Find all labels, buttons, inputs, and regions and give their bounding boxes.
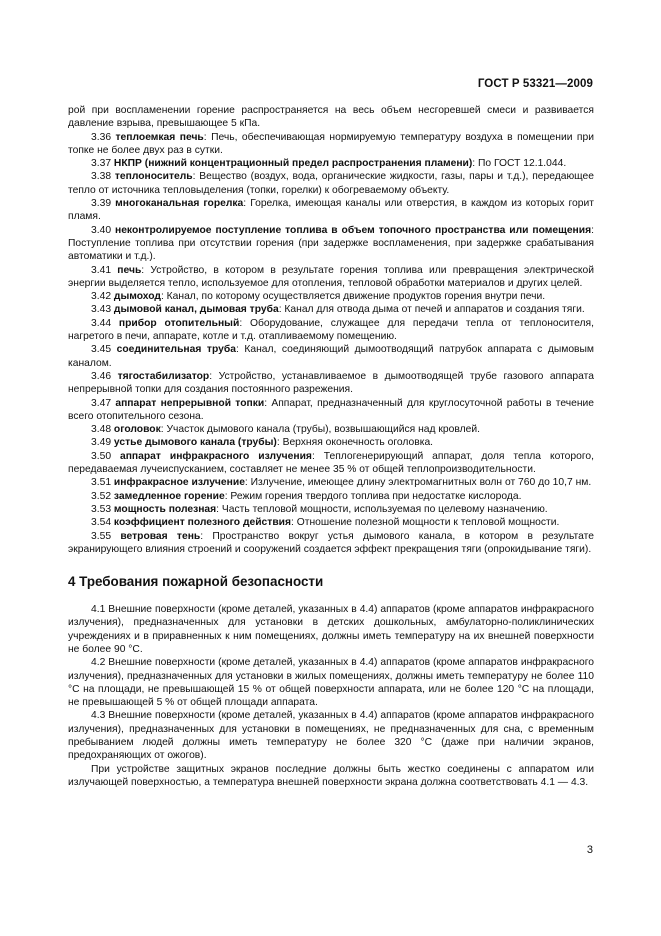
definition-term: мощность полезная <box>113 503 217 515</box>
definition-item <box>68 224 594 264</box>
definition-text: : Печь, обеспечивающая нормируемую температуру воздуха в помещении при топке не более двух раз в сутки. <box>68 131 594 156</box>
definition-item <box>68 530 594 557</box>
definition-item <box>68 197 594 224</box>
definition-text: : Отношение полезной мощности к тепловой мощности. <box>291 517 560 529</box>
definition-item <box>68 490 594 503</box>
definition-number: 3.53 <box>91 503 112 515</box>
definition-number: 3.46 <box>91 370 112 382</box>
definition-text: : Устройство, устанавливаемое в дымоотводящей трубе газового аппарата непрерывной топки для создания постоянного разрежения. <box>68 370 594 396</box>
definition-text: : Часть тепловой мощности, используемая по целевому назначению. <box>216 503 548 515</box>
definition-term: неконтролируемое поступление топлива в объем топочного пространства или помещения <box>114 224 592 236</box>
definition-text: : Канал, соединяющий дымоотводящий патрубок аппарата с дымовым каналом. <box>68 344 595 369</box>
definition-term: коэффициент полезного действия <box>113 517 291 529</box>
section-paragraph: При устройстве защитных экранов последние должны быть жестко соединены с аппаратом или излучающей поверхностью, а температура внешней поверхности экрана должна соответствовать 4.1 — 4.3. <box>68 763 594 788</box>
definition-item <box>68 370 594 397</box>
section-paragraphs <box>68 603 594 789</box>
section-title: 4 Требования пожарной безопасности <box>68 574 324 590</box>
definition-item <box>68 303 594 316</box>
definition-number: 3.37 <box>91 158 112 170</box>
definition-text: : Излучение, имеющее длину электромагнитных волн от 760 до 10,7 нм. <box>244 477 592 489</box>
definition-term: НКПР (нижний концентрационный предел распространения пламени) <box>113 158 473 170</box>
definition-term: многоканальная горелка <box>115 198 244 210</box>
definition-term: теплоемкая печь <box>115 131 204 143</box>
definition-text: : Пространство вокруг устья дымового канала, в котором в результате экранирующего влияния строений и сооружений создается эффект прекращения тяги (опрокидывание тяги). <box>68 530 594 555</box>
definition-item <box>68 131 594 158</box>
definition-number: 3.38 <box>91 171 112 183</box>
definition-term: ветровая тень <box>120 530 201 542</box>
definition-item <box>68 476 594 489</box>
definition-term: дымовой канал, дымовая труба <box>113 304 279 316</box>
definition-term: прибор отопительный <box>118 317 240 329</box>
definition-item <box>68 450 594 477</box>
section-paragraph: 4.2 Внешние поверхности (кроме деталей, указанных в 4.4) аппаратов (кроме аппаратов инфракрасного излучения), предназначенных для установки в жилых помещениях, должны иметь температуру не более 110 °С на площади, не превышающей 15 % от общей поверхности аппарата, или не более 120 °С на площади, не превышающей 5 % от общей площади аппарата. <box>68 657 594 709</box>
definition-term: замедленное горение <box>113 490 225 502</box>
document-code: ГОСТ Р 53321—2009 <box>477 78 593 90</box>
definition-text: : По ГОСТ 12.1.044. <box>472 158 567 170</box>
definition-text: : Режим горения твердого топлива при недостатке кислорода. <box>224 490 522 502</box>
definition-number: 3.47 <box>91 397 112 409</box>
page-number: 3 <box>586 844 593 856</box>
definition-text: : Канал для отвода дыма от печей и аппаратов и создания тяги. <box>278 304 585 316</box>
definition-number: 3.49 <box>91 437 112 449</box>
definition-text: : Канал, по которому осуществляется движение продуктов горения внутри печи. <box>160 291 546 303</box>
definition-text: : Аппарат, предназначенный для круглосуточной работы в течение всего отопительного сезона. <box>68 397 594 422</box>
definitions-list <box>68 131 594 557</box>
definition-number: 3.52 <box>91 490 112 502</box>
definition-item <box>68 157 594 170</box>
definition-number: 3.44 <box>91 317 112 329</box>
definition-item <box>68 503 594 516</box>
page-body <box>68 104 594 789</box>
definition-term: оголовок <box>113 424 161 436</box>
definition-term: печь <box>117 264 142 276</box>
definition-number: 3.51 <box>91 477 112 489</box>
definition-number: 3.41 <box>91 264 112 276</box>
definition-term: аппарат непрерывной топки <box>115 397 265 409</box>
definition-item <box>68 290 594 303</box>
section-paragraph: 4.1 Внешние поверхности (кроме деталей, указанных в 4.4) аппаратов (кроме аппаратов инфракрасного излучения), предназначенных для установки в детских дошкольных, амбулаторно-поликлинических учреждениях и в приравненных к ним помещениях, должны иметь температуру на их внешней поверхности не более 90 °С. <box>68 604 594 655</box>
definition-number: 3.36 <box>91 131 112 143</box>
definition-number: 3.54 <box>91 517 112 529</box>
definition-number: 3.40 <box>91 224 112 236</box>
definition-number: 3.55 <box>91 530 112 542</box>
definition-term: аппарат инфракрасного излучения <box>119 450 312 462</box>
definition-text: : Устройство, в котором в результате горения топлива или превращения электрической энергии выделяется тепло, используемое для отопления, тепловой обработки материалов и других целей. <box>68 264 594 289</box>
definition-item <box>68 397 594 424</box>
definition-text: : Горелка, имеющая каналы или отверстия, в каждом из которых горит пламя. <box>68 198 594 223</box>
definition-item <box>68 317 594 344</box>
definition-term: соединительная труба <box>116 344 236 356</box>
definition-text: : Верхняя оконечность оголовка. <box>276 437 434 449</box>
definition-item <box>68 264 594 291</box>
definition-number: 3.50 <box>91 450 112 462</box>
definition-item <box>68 423 594 436</box>
section-paragraph: 4.3 Внешние поверхности (кроме деталей, указанных в 4.4) аппаратов (кроме аппаратов инфракрасного излучения), предназначенных для установки в помещениях, не предназначенных для сна, с временным пребыванием людей должны иметь температуру не более 320 °С (даже при наличии экранов, предохраняющих от ожогов). <box>68 710 594 762</box>
definition-item <box>68 436 594 449</box>
definition-term: инфракрасное излучение <box>113 477 245 489</box>
definition-term: устье дымового канала (трубы) <box>113 437 277 449</box>
definition-text: : Оборудование, служащее для передачи тепла от теплоносителя, нагретого в печи, аппарате, котле и т.д. отапливаемому помещению. <box>68 317 594 343</box>
definition-term: дымоход <box>113 291 161 303</box>
definition-term: тягостабилизатор <box>117 370 210 382</box>
definition-text: : Поступление топлива при отсутствии горения (при задержке воспламенения, при задержке срабатывания автоматики и т.д.). <box>68 224 594 263</box>
definition-term: теплоноситель <box>114 171 193 183</box>
definition-text: : Участок дымового канала (трубы), возвышающийся над кровлей. <box>160 424 480 436</box>
definition-text: : Теплогенерирующий аппарат, доля тепла которого, передаваемая лучеиспусканием, составляет не менее 35 % от общей теплопроизводительности. <box>68 450 594 476</box>
intro-paragraph: рой при воспламенении горение распространяется на весь объем несгоревшей смеси и развивается давление взрыва, превышающее 5 кПа. <box>68 105 594 130</box>
definition-number: 3.39 <box>91 198 112 210</box>
definition-number: 3.42 <box>91 291 112 303</box>
definition-item <box>68 343 594 370</box>
definition-number: 3.48 <box>91 424 112 436</box>
definition-number: 3.45 <box>91 344 112 356</box>
definition-item <box>68 516 594 529</box>
definition-item <box>68 170 594 197</box>
definition-number: 3.43 <box>91 304 112 316</box>
definition-text: : Вещество (воздух, вода, органические жидкости, газы, пары и т.д.), передающее тепло от источника тепловыделения (топки, горелки) к обогреваемому объекту. <box>68 171 594 196</box>
